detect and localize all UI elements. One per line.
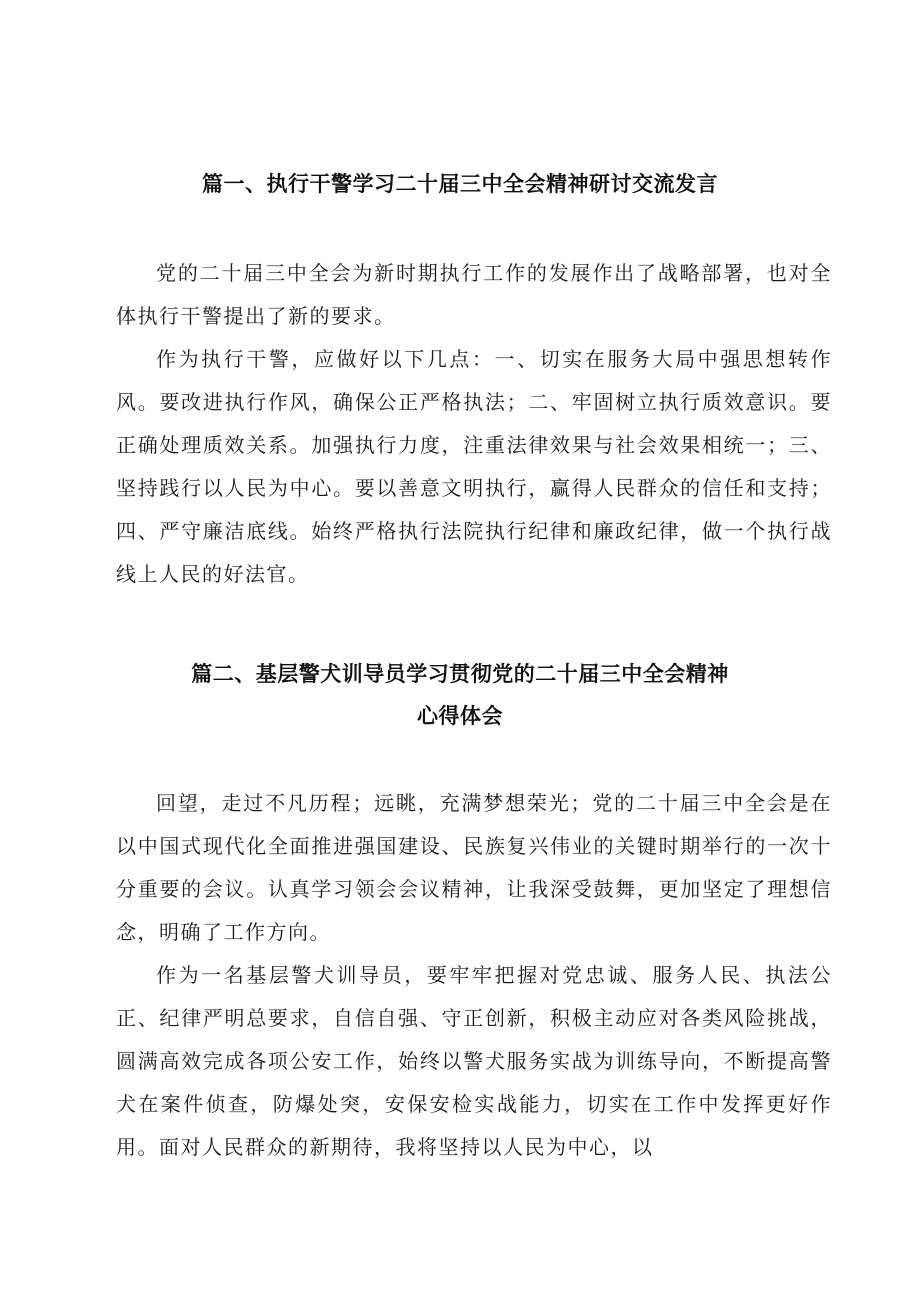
section-2-body	[116, 782, 832, 1169]
section-2-paragraph-1: 回望，走过不凡历程；远眺，充满梦想荣光；党的二十届三中全会是在以中国式现代化全面推进强国建设、民族复兴伟业的关键时期举行的一次十分重要的会议。认真学习领会会议精神，让我深受鼓舞，更加坚定了理想信念，明确了工作方向。	[116, 791, 832, 944]
section-1-paragraph-1: 党的二十届三中全会为新时期执行工作的发展作出了战略部署，也对全体执行干警提出了新的要求。	[116, 261, 832, 328]
section-2-title-line-1: 篇二、基层警犬训导员学习贯彻党的二十届三中全会精神	[191, 662, 729, 686]
section-2-paragraph-2: 作为一名基层警犬训导员，要牢牢把握对党忠诚、服务人民、执法公正、纪律严明总要求，自信自强、守正创新，积极主动应对各类风险挑战，圆满高效完成各项公安工作，始终以警犬服务实战为训练导向，不断提高警犬在案件侦查，防爆处突，安保安检实战能力，切实在工作中发挥更好作用。面对人民群众的新期待，我将坚持以人民为中心，以	[116, 963, 832, 1159]
section-1-body	[116, 252, 832, 596]
section-1-title	[0, 163, 920, 205]
section-1-paragraph-2: 作为执行干警，应做好以下几点：一、切实在服务大局中强思想转作风。要改进执行作风，确保公正严格执法；二、牢固树立执行质效意识。要正确处理质效关系。加强执行力度，注重法律效果与社会效果相统一；三、坚持践行以人民为中心。要以善意文明执行，赢得人民群众的信任和支持；四、严守廉洁底线。始终严格执行法院执行纪律和廉政纪律，做一个执行战线上人民的好法官。	[116, 347, 832, 586]
section-2-title	[0, 653, 920, 737]
section-1-title-text: 篇一、执行干警学习二十届三中全会精神研讨交流发言	[202, 172, 718, 196]
section-2-title-line-2: 心得体会	[417, 704, 503, 728]
